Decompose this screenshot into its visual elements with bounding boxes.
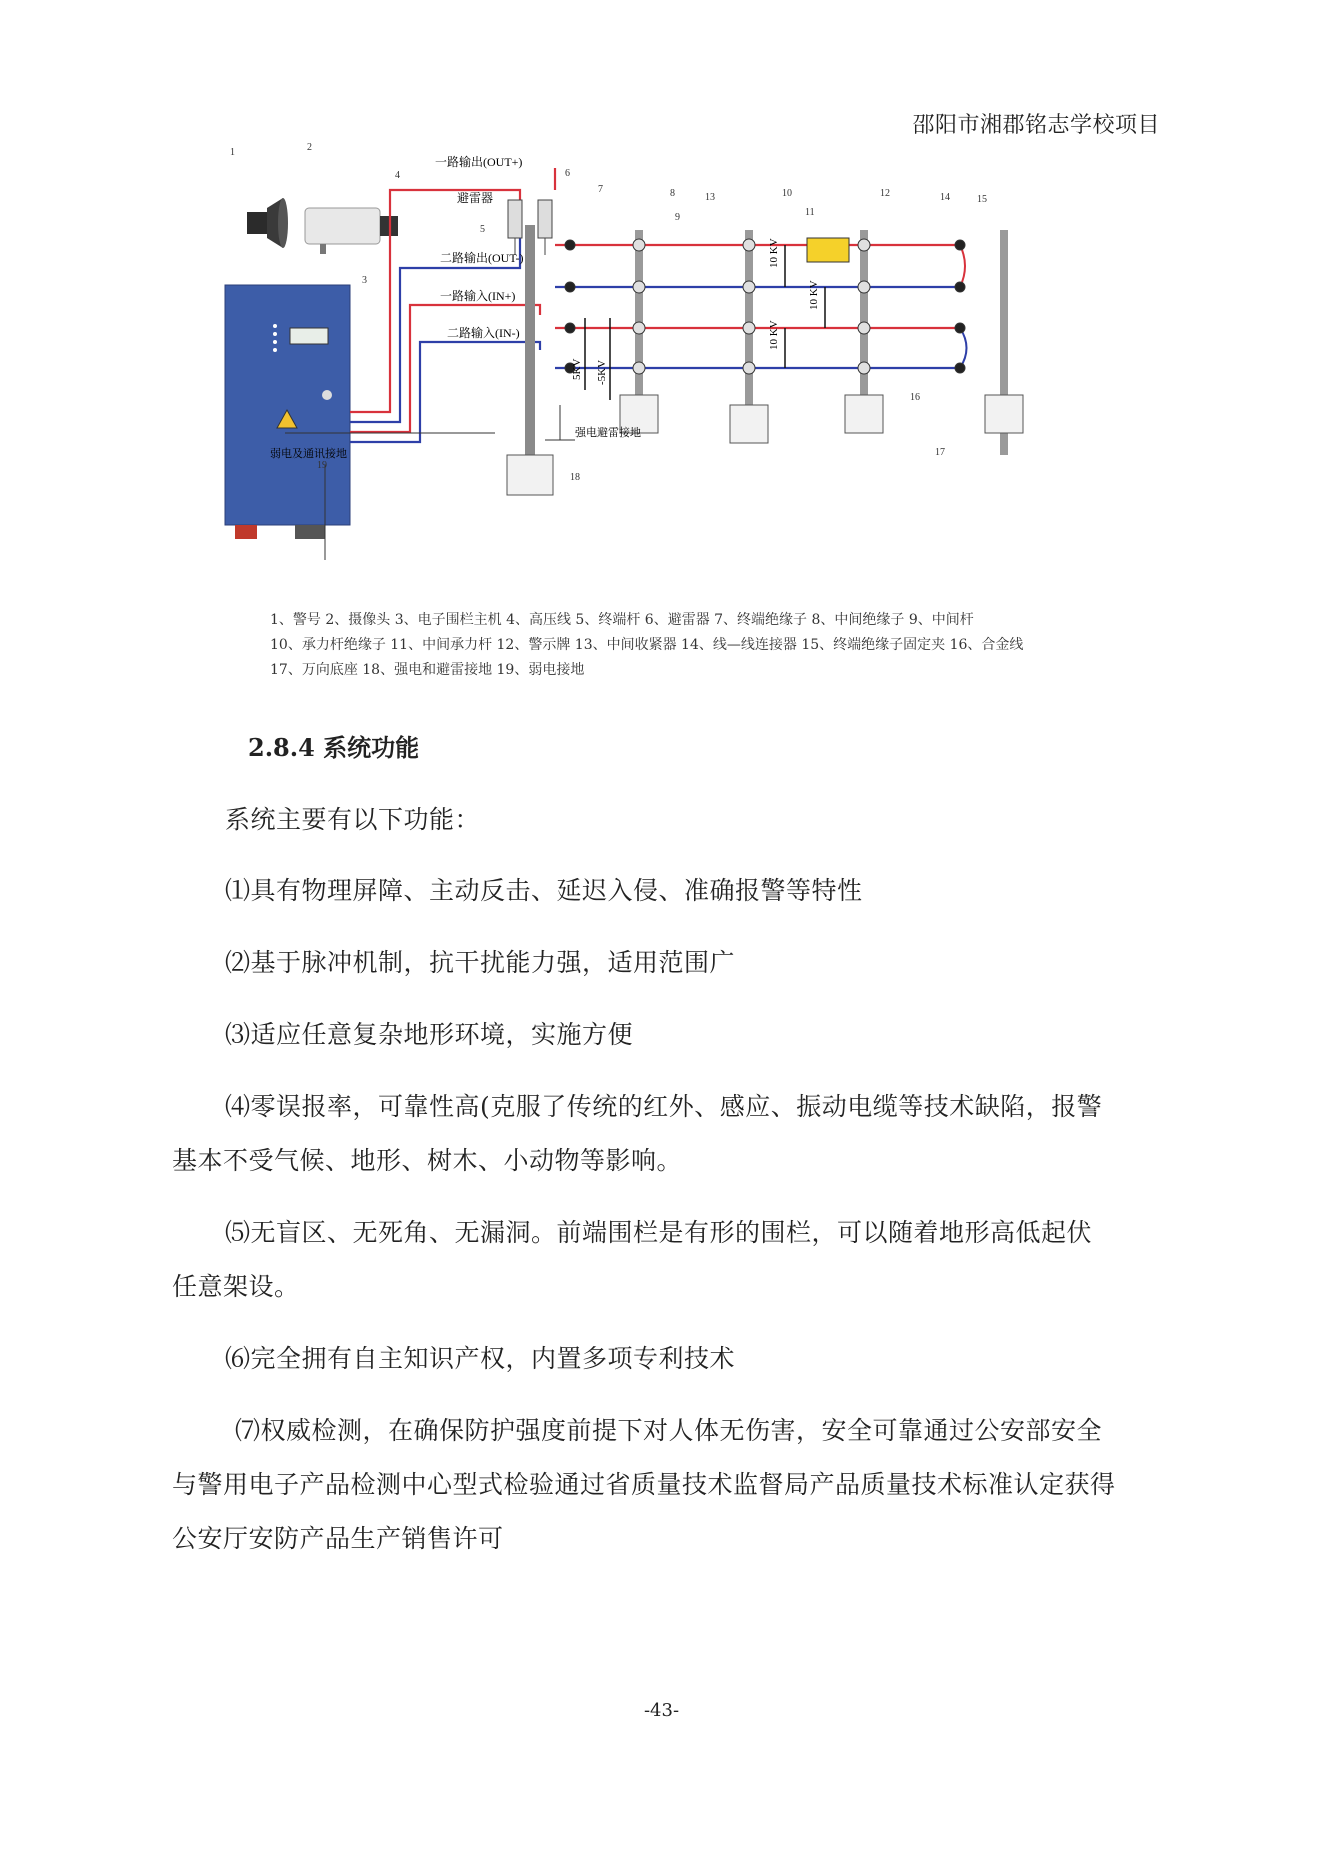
feature-item-7-line1: ⑺权威检测，在确保防护强度前提下对人体无伤害，安全可靠通过公安部安全 [235,1416,1103,1445]
feature-item-7-line2: 与警用电子产品检测中心型式检验通过省质量技术监督局产品质量技术标准认定获得 [172,1470,1116,1499]
insulators [565,239,965,374]
callout-13: 13 [705,192,715,203]
callout-2: 2 [307,142,312,153]
callout-16: 16 [910,392,920,403]
callout-12: 12 [880,188,890,199]
callout-3: 3 [362,275,367,286]
legend-line: 1、警号 2、摄像头 3、电子围栏主机 4、高压线 5、终端杆 6、避雷器 7、终端绝缘子 8、中间绝缘子 9、中间杆 [270,612,974,628]
label-weak-ground: 弱电及通讯接地 [270,448,347,460]
feature-item-5-line2: 任意架设。 [172,1272,300,1301]
callout-18: 18 [570,472,580,483]
feature-item-5-line1: ⑸无盲区、无死角、无漏洞。前端围栏是有形的围栏，可以随着地形高低起伏 [225,1218,1093,1247]
pole-bases [620,395,1023,443]
callout-8: 8 [670,188,675,199]
callout-17: 17 [935,447,945,458]
callout-11: 11 [805,207,815,218]
feature-item-1: ⑴具有物理屏障、主动反击、延迟入侵、准确报警等特性 [225,876,863,905]
siren-icon [247,198,288,248]
diagram-legend [270,608,1170,683]
electric-fence-wiring-diagram [225,142,1230,570]
callout-19: 19 [317,460,327,471]
callout-4: 4 [395,170,400,181]
callout-15: 15 [977,194,987,205]
label-out-plus: 一路输出(OUT+) [435,155,523,169]
page-number: -43- [643,1700,680,1721]
label-5kv: 5KV [571,358,583,380]
feature-item-4-line1: ⑷零误报率，可靠性高(克服了传统的红外、感应、振动电缆等技术缺陷，报警 [225,1092,1103,1121]
wire-in-minus [350,342,540,442]
legend-line: 17、万向底座 18、强电和避雷接地 19、弱电接地 [270,662,585,678]
terminal-pole-base [507,455,553,495]
feature-item-7-line3: 公安厅安防产品生产销售许可 [172,1524,504,1553]
label-out-minus: 二路输出(OUT-) [440,251,524,265]
section-title: 2.8.4 系统功能 [248,733,420,762]
label-strong-ground: 强电避雷接地 [575,427,641,439]
legend-line: 10、承力杆绝缘子 11、中间承力杆 12、警示牌 13、中间收紧器 14、线—线连接器 15、终端绝缘子固定夹 16、合金线 [270,637,1024,653]
feature-item-4-line2: 基本不受气候、地形、树木、小动物等影响。 [172,1146,683,1175]
camera-icon [305,208,398,254]
callout-5: 5 [480,224,485,235]
label-10kv-c: 10 KV [768,320,780,350]
callout-10: 10 [782,188,792,199]
label-minus-5kv: -5KV [596,359,608,385]
feature-item-2: ⑵基于脉冲机制，抗干扰能力强，适用范围广 [225,948,736,977]
label-10kv-b: 10 KV [808,280,820,310]
callout-9: 9 [675,212,680,223]
feature-item-6: ⑹完全拥有自主知识产权，内置多项专利技术 [225,1344,736,1373]
feature-item-3: ⑶适应任意复杂地形环境，实施方便 [225,1020,634,1049]
intermediate-poles [635,230,1008,455]
callout-14: 14 [940,192,950,203]
label-arrester: 避雷器 [457,191,494,205]
label-in-plus: 一路输入(IN+) [440,289,516,303]
intro-paragraph: 系统主要有以下功能： [225,805,481,834]
fence-host-box [225,285,350,539]
callout-7: 7 [598,184,603,195]
warning-sign [807,238,849,262]
callout-6: 6 [565,168,570,179]
document-header-title: 邵阳市湘郡铭志学校项目 [912,113,1160,138]
label-10kv-a: 10 KV [768,238,780,268]
terminal-pole [525,225,535,455]
callout-1: 1 [230,147,235,158]
label-in-minus: 二路输入(IN-) [447,326,520,340]
